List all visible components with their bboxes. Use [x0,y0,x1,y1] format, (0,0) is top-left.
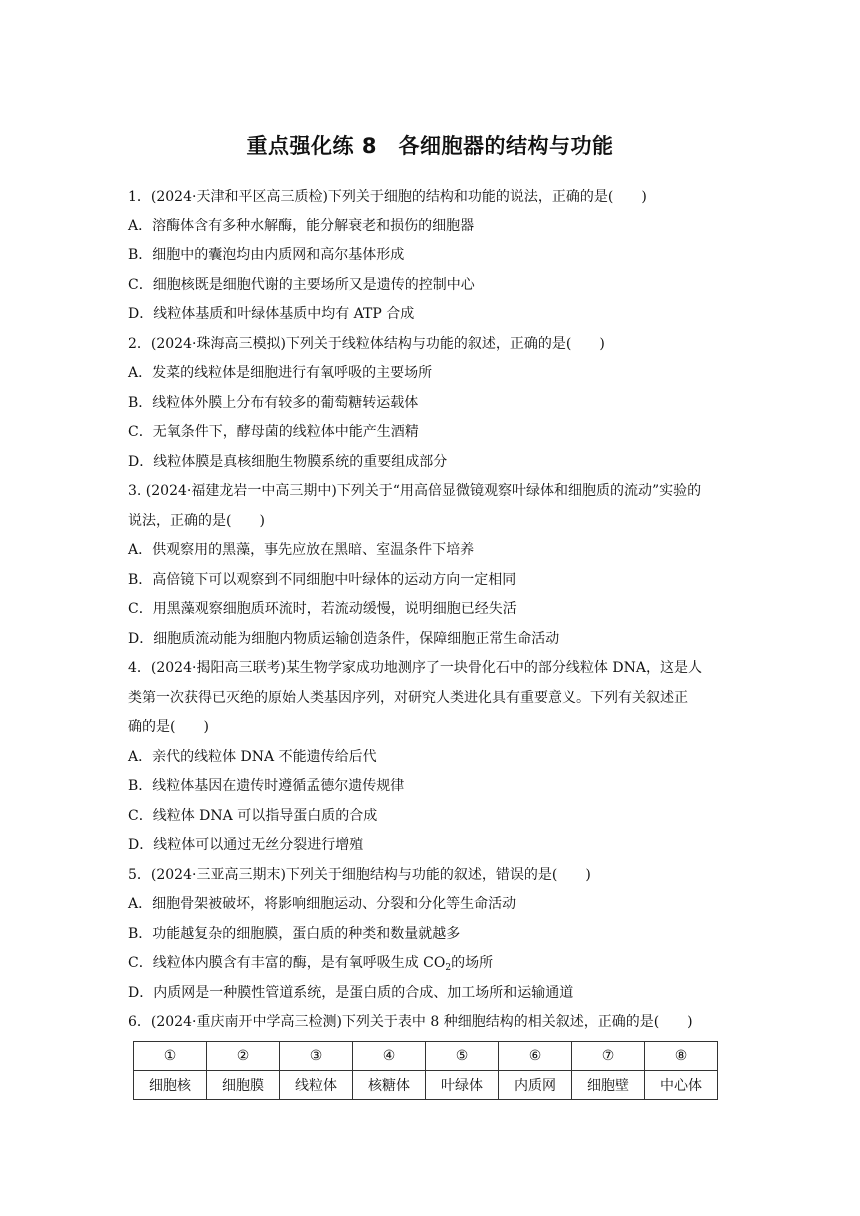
question-5-option-b: B．功能越复杂的细胞膜，蛋白质的种类和数量就越多 [128,926,461,942]
question-2-option-a: A．发菜的线粒体是细胞进行有氧呼吸的主要场所 [128,365,433,381]
question-5-option-c-tail: 的场所 [451,955,494,971]
table-row-names [134,1071,718,1100]
table-cell: ⑥ [499,1042,572,1071]
table-cell: ④ [353,1042,426,1071]
table-cell: ① [134,1042,207,1071]
question-4-stem-line-2: 类第一次获得已灭绝的原始人类基因序列，对研究人类进化具有重要意义。下列有关叙述正 [128,690,688,706]
table-cell: 细胞壁 [572,1071,645,1100]
question-4-stem-line-1: 4．(2024·揭阳高三联考)某生物学家成功地测序了一块骨化石中的部分线粒体 DNA，这是人 [128,660,702,676]
question-2-option-b: B．线粒体外膜上分布有较多的葡萄糖转运载体 [128,395,419,411]
table-row-numbers [134,1042,718,1071]
question-5-stem: 5．(2024·三亚高三期末)下列关于细胞结构与功能的叙述，错误的是( ) [128,867,591,883]
question-3-stem-line-2: 说法，正确的是( ) [128,513,265,529]
cell-structure-table [133,1041,718,1100]
question-3-option-a: A．供观察用的黑藻，事先应放在黑暗、室温条件下培养 [128,542,475,558]
question-3-option-c: C．用黑藻观察细胞质环流时，若流动缓慢，说明细胞已经失活 [128,601,517,617]
question-5-option-c [128,954,738,972]
table-cell: 叶绿体 [426,1071,499,1100]
question-4-option-a: A．亲代的线粒体 DNA 不能遗传给后代 [128,749,377,765]
question-2-option-d: D．线粒体膜是真核细胞生物膜系统的重要组成部分 [128,454,448,470]
question-4-stem-line-3: 确的是( ) [128,719,209,735]
question-4-option-c: C．线粒体 DNA 可以指导蛋白质的合成 [128,808,378,824]
question-1-stem: 1．(2024·天津和平区高三质检)下列关于细胞的结构和功能的说法，正确的是( ) [128,189,647,205]
question-6-stem: 6．(2024·重庆南开中学高三检测)下列关于表中 8 种细胞结构的相关叙述，正确的是( ) [128,1014,693,1030]
question-3-stem-line-1: 3. (2024·福建龙岩一中高三期中)下列关于“用高倍显微镜观察叶绿体和细胞质的流动”实验的 [128,483,702,499]
question-4-option-b: B．线粒体基因在遗传时遵循孟德尔遗传规律 [128,778,405,794]
question-1-option-d: D．线粒体基质和叶绿体基质中均有 ATP 合成 [128,306,415,322]
question-1-option-c: C．细胞核既是细胞代谢的主要场所又是遗传的控制中心 [128,277,475,293]
question-2-stem: 2．(2024·珠海高三模拟)下列关于线粒体结构与功能的叙述，正确的是( ) [128,336,605,352]
question-5-option-c-subscript: 2 [445,963,452,973]
table-cell: 中心体 [645,1071,718,1100]
table-cell: 细胞膜 [207,1071,280,1100]
table-cell: 核糖体 [353,1071,426,1100]
table-cell: 内质网 [499,1071,572,1100]
question-1-option-a: A．溶酶体含有多种水解酶，能分解衰老和损伤的细胞器 [128,218,475,234]
table-cell: ⑤ [426,1042,499,1071]
question-4-option-d: D．线粒体可以通过无丝分裂进行增殖 [128,837,364,853]
question-1-option-b: B．细胞中的囊泡均由内质网和高尔基体形成 [128,247,405,263]
table-cell: 线粒体 [280,1071,353,1100]
question-5-option-d: D．内质网是一种膜性管道系统，是蛋白质的合成、加工场所和运输通道 [128,985,574,1001]
table-cell: ⑦ [572,1042,645,1071]
question-2-option-c: C．无氧条件下，酵母菌的线粒体中能产生酒精 [128,424,419,440]
question-3-option-d: D．细胞质流动能为细胞内物质运输创造条件，保障细胞正常生命活动 [128,631,560,647]
table-cell: ② [207,1042,280,1071]
table-cell: ③ [280,1042,353,1071]
question-5-option-a: A．细胞骨架被破坏，将影响细胞运动、分裂和分化等生命活动 [128,896,517,912]
page-title: 重点强化练 8 各细胞器的结构与功能 [246,134,614,158]
question-5-option-c-text: C．线粒体内膜含有丰富的酶，是有氧呼吸生成 CO [128,955,446,971]
table-cell: ⑧ [645,1042,718,1071]
table-cell: 细胞核 [134,1071,207,1100]
question-3-option-b: B．高倍镜下可以观察到不同细胞中叶绿体的运动方向一定相同 [128,572,517,588]
